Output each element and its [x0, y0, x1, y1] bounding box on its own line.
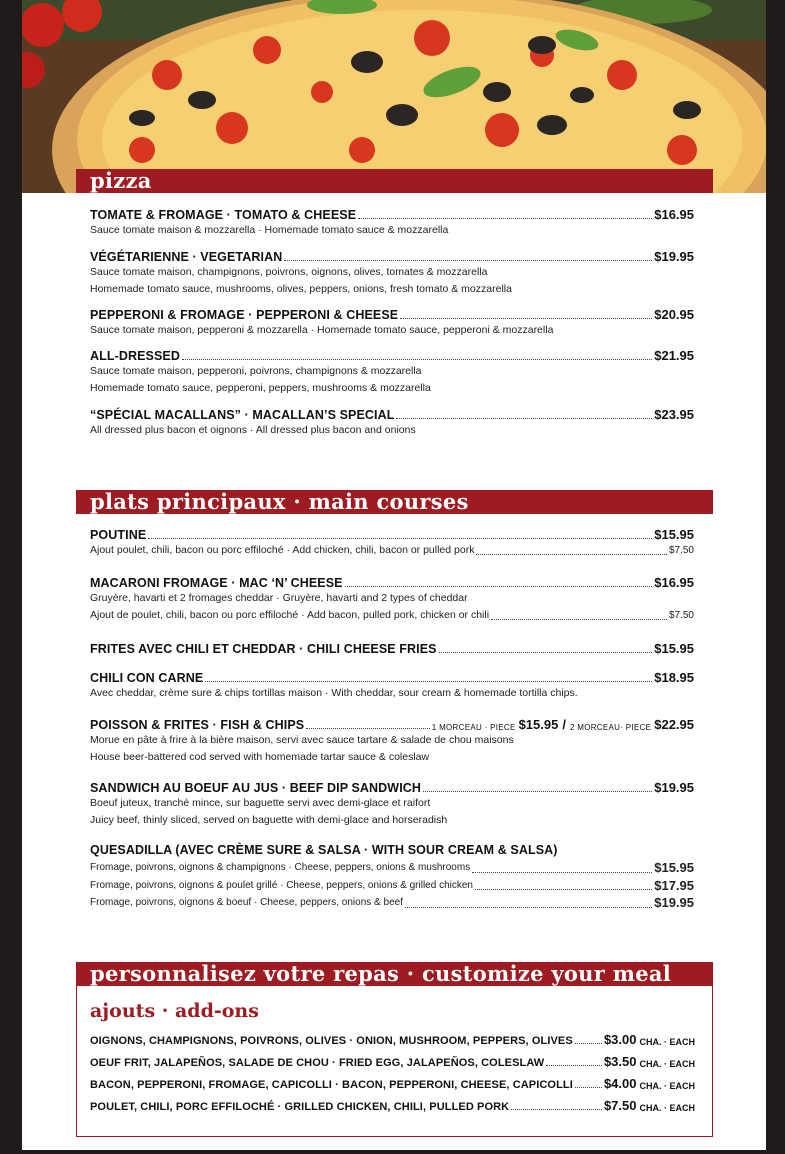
item-description: Gruyère, havarti et 2 fromages cheddar · Gruyère, havarti and 2 types of cheddar — [90, 592, 468, 604]
item-description-fr: Boeuf juteux, tranché mince, sur baguette servi avec demi-glace et raifort — [90, 797, 431, 809]
dot-leader — [306, 728, 430, 729]
menu-item — [90, 249, 694, 298]
dot-leader — [345, 586, 653, 587]
item-description-en: Homemade tomato sauce, mushrooms, olives, peppers, onions, fresh tomato & mozzarella — [90, 283, 512, 295]
item-price: $15.95 — [518, 717, 559, 732]
portion-label: 1 MORCEAU · PIECE — [431, 723, 516, 732]
each-label: CHA. · EACH — [639, 1103, 695, 1113]
item-name: ALL-DRESSED — [90, 349, 180, 363]
dot-leader — [575, 1043, 602, 1044]
dot-leader — [472, 872, 652, 873]
dot-leader — [575, 1087, 602, 1088]
dot-leader — [491, 619, 667, 620]
item-name: CHILI CON CARNE — [90, 671, 204, 685]
option-price: $17.95 — [654, 877, 694, 893]
option-price: $15.95 — [654, 860, 694, 875]
menu-item — [90, 207, 694, 239]
addon-price: $4.00 — [603, 1076, 637, 1091]
each-label: CHA. · EACH — [639, 1037, 695, 1047]
addon-row — [90, 1098, 695, 1113]
menu-item — [90, 307, 694, 339]
quesadilla-option: Fromage, poivrons, oignons & poulet grillé · Cheese, peppers, onions & grilled chicken — [90, 879, 473, 891]
dot-leader — [476, 554, 667, 555]
dot-leader — [182, 359, 652, 360]
menu-item-quesadilla — [90, 843, 694, 912]
item-description-fr: Morue en pâte à frire à la bière maison, servi avec sauce tartare & salade de chou maisons — [90, 734, 514, 746]
item-description-en: House beer-battered cod served with homemade tartar sauce & coleslaw — [90, 751, 430, 763]
addon-price: $3.00 — [603, 1032, 637, 1047]
menu-item-poutine — [90, 527, 694, 559]
item-name: POUTINE — [90, 528, 147, 542]
item-description-en: Homemade tomato sauce, pepperoni, peppers, mushrooms & mozzarella — [90, 382, 431, 394]
addon-name: BACON, PEPPERONI, FROMAGE, CAPICOLLI · BACON, PEPPERONI, CHEESE, CAPICOLLI — [90, 1079, 573, 1091]
menu-item-macaroni — [90, 575, 694, 624]
quesadilla-option: Fromage, poivrons, oignons & boeuf · Cheese, peppers, onions & beef — [90, 897, 403, 908]
dot-leader — [396, 418, 652, 419]
dot-leader — [284, 260, 652, 261]
item-name: TOMATE & FROMAGE · TOMATO & CHEESE — [90, 208, 357, 222]
dot-leader — [405, 907, 652, 908]
addon-row — [90, 1076, 695, 1091]
item-description-en: Juicy beef, thinly sliced, served on baguette with demi-glace and horseradish — [90, 814, 448, 826]
item-addon: Ajout poulet, chili, bacon ou porc effiloché · Add chicken, chili, bacon or pulled pork — [90, 544, 475, 556]
item-description: Sauce tomate maison, pepperoni & mozzarella · Homemade tomato sauce, pepperoni & mozzarella — [90, 324, 554, 336]
item-description: All dressed plus bacon et oignons · All dressed plus bacon and onions — [90, 424, 416, 436]
dot-leader — [439, 652, 653, 653]
section-title-main-courses: plats principaux · main courses — [76, 490, 713, 514]
dot-leader — [423, 791, 652, 792]
quesadilla-option: Fromage, poivrons, oignons & champignons · Cheese, peppers, onions & mushrooms — [90, 862, 471, 873]
item-price: $16.95 — [654, 207, 694, 222]
menu-item-chili — [90, 670, 694, 702]
item-price: $20.95 — [654, 307, 694, 322]
menu-item-beef-dip — [90, 780, 694, 829]
addon-name: OEUF FRIT, JALAPEÑOS, SALADE DE CHOU · FRIED EGG, JALAPEÑOS, COLESLAW — [90, 1057, 545, 1069]
each-label: CHA. · EACH — [639, 1081, 695, 1091]
price-separator: / — [562, 717, 566, 732]
item-price: $21.95 — [654, 348, 694, 363]
item-name: FRITES AVEC CHILI ET CHEDDAR · CHILI CHEESE FRIES — [90, 642, 437, 656]
pizza-photo — [22, 0, 766, 193]
dot-leader — [475, 889, 652, 890]
section-title-customize: personnalisez votre repas · customize your meal — [76, 962, 713, 986]
addon-price: $7.50 — [668, 545, 694, 556]
item-name: “SPÉCIAL MACALLANS” · MACALLAN’S SPECIAL — [90, 408, 395, 422]
dot-leader — [205, 681, 652, 682]
item-name: MACARONI FROMAGE · MAC ‘N’ CHEESE — [90, 576, 343, 590]
dot-leader — [358, 218, 652, 219]
dot-leader — [546, 1065, 602, 1066]
addons-title: ajouts · add-ons — [90, 1000, 259, 1022]
item-description-fr: Sauce tomate maison, pepperoni, poivrons, champignons & mozzarella — [90, 365, 422, 377]
dot-leader — [400, 318, 652, 319]
item-price: $18.95 — [654, 670, 694, 685]
addon-row — [90, 1032, 695, 1047]
item-name: PEPPERONI & FROMAGE · PEPPERONI & CHEESE — [90, 308, 399, 322]
item-addon: Ajout de poulet, chili, bacon ou porc effiloché · Add bacon, pulled pork, chicken or chili — [90, 609, 490, 621]
menu-item — [90, 348, 694, 397]
addon-name: POULET, CHILI, PORC EFFILOCHÉ · GRILLED CHICKEN, CHILI, PULLED PORK — [90, 1101, 510, 1113]
section-title-pizza: pizza — [76, 169, 713, 193]
menu-page — [22, 0, 766, 1150]
menu-item — [90, 407, 694, 439]
item-price: $15.95 — [654, 527, 694, 542]
option-price: $19.95 — [654, 895, 694, 910]
item-price: $15.95 — [654, 641, 694, 656]
each-label: CHA. · EACH — [639, 1059, 695, 1069]
menu-item-fries — [90, 641, 694, 656]
item-price: $19.95 — [654, 780, 694, 795]
addon-name: OIGNONS, CHAMPIGNONS, POIVRONS, OLIVES · ONION, MUSHROOM, PEPPERS, OLIVES — [90, 1035, 573, 1047]
item-price: $22.95 — [654, 717, 694, 732]
addon-price: $7.50 — [668, 610, 694, 621]
portion-label: 2 MORCEAU· PIECE — [569, 723, 652, 732]
item-name: VÉGÉTARIENNE · VEGETARIAN — [90, 250, 283, 264]
item-description-fr: Sauce tomate maison, champignons, poivrons, oignons, olives, tomates & mozzarella — [90, 266, 488, 278]
item-price: $16.95 — [654, 575, 694, 590]
item-name: POISSON & FRITES · FISH & CHIPS — [90, 718, 305, 732]
item-name: QUESADILLA (AVEC CRÈME SURE & SALSA · WITH SOUR CREAM & SALSA) — [90, 843, 558, 857]
item-description: Avec cheddar, crème sure & chips tortillas maison · With cheddar, sour cream & homemade tortilla chips. — [90, 687, 578, 699]
item-name: SANDWICH AU BOEUF AU JUS · BEEF DIP SANDWICH — [90, 781, 422, 795]
item-price: $19.95 — [654, 249, 694, 264]
pizza-illustration — [22, 0, 766, 193]
item-description: Sauce tomate maison & mozzarella · Homemade tomato sauce & mozzarella — [90, 224, 449, 236]
addon-row — [90, 1054, 695, 1069]
dot-leader — [148, 538, 652, 539]
menu-item-fish — [90, 717, 694, 766]
addon-price: $3.50 — [603, 1054, 637, 1069]
addon-price: $7.50 — [603, 1098, 637, 1113]
item-price: $23.95 — [654, 407, 694, 422]
dot-leader — [511, 1109, 602, 1110]
